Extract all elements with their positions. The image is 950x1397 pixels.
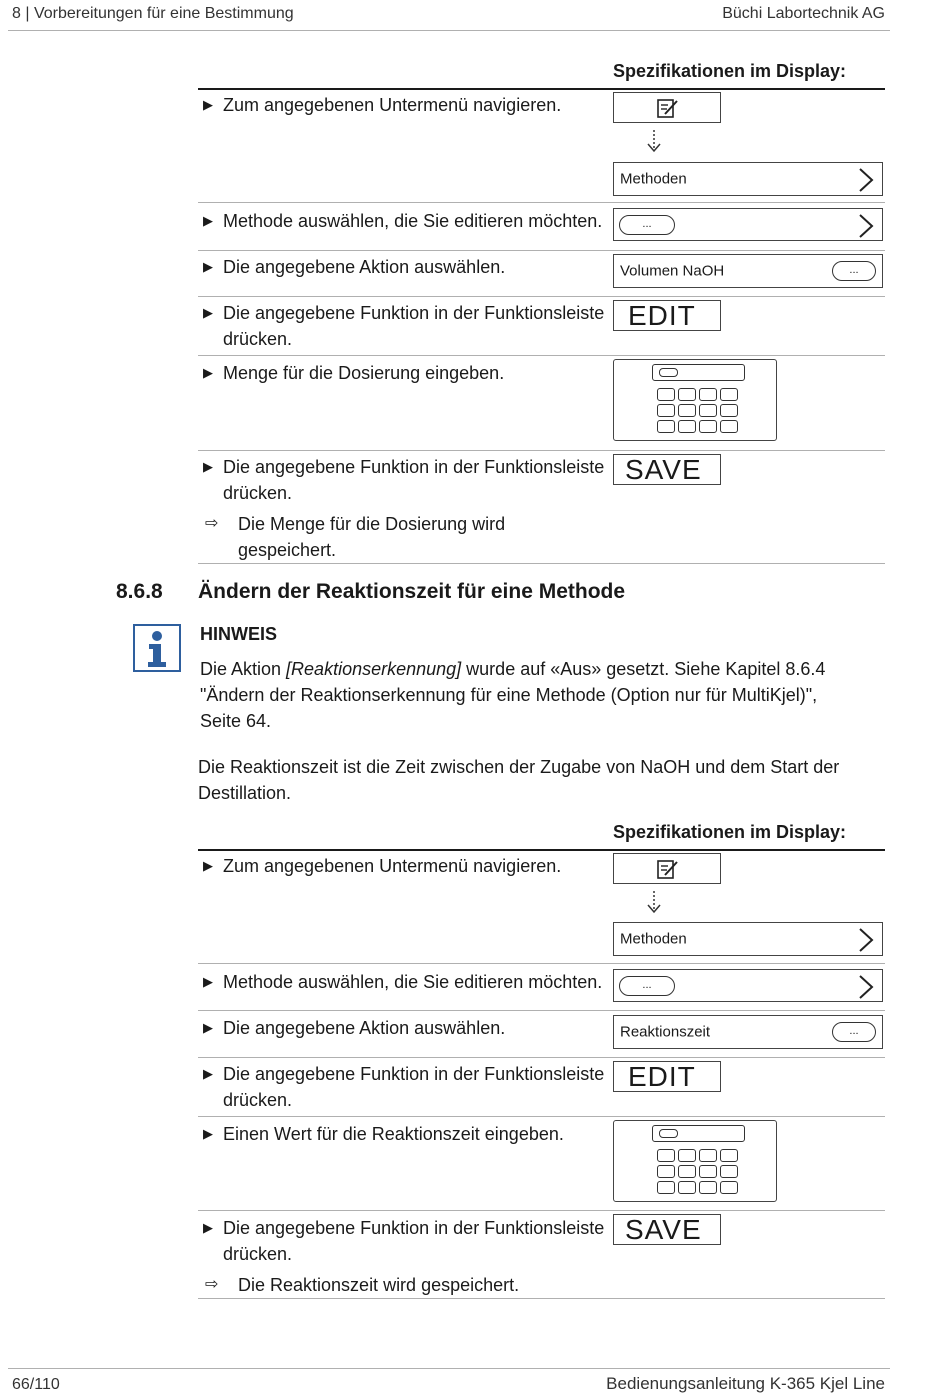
edit-note-icon bbox=[656, 97, 680, 124]
chevron-right-icon bbox=[858, 167, 874, 198]
action-display bbox=[613, 1015, 883, 1049]
notice-text: Die Aktion [Reaktionserkennung] wurde auf «Aus» gesetzt. Siehe Kapitel 8.6.4 "Ändern der Reaktionserkennung für eine Methode (Option nur für MultiKjel)", Seite 64. bbox=[200, 659, 826, 731]
method-pill: ... bbox=[619, 976, 675, 996]
keypad-input-field bbox=[652, 1125, 745, 1142]
result-line: ⇨ Die Reaktionszeit wird gespeichert. bbox=[205, 1275, 520, 1295]
intro-paragraph: Die Reaktionszeit ist die Zeit zwischen der Zugabe von NaOH und dem Start der Destillation. bbox=[198, 757, 840, 803]
keypad-display bbox=[613, 1120, 777, 1202]
method-pill: ... bbox=[619, 215, 675, 235]
methods-display bbox=[613, 162, 883, 196]
step-press-edit: ▶ Die angegebene Funktion in der Funktionsleiste drücken. bbox=[203, 1064, 605, 1110]
page-number: 66/110 bbox=[12, 1376, 60, 1393]
row-divider bbox=[198, 1210, 885, 1211]
step-select-action: ▶ Die angegebene Aktion auswählen. bbox=[203, 1018, 506, 1038]
running-header-left: 8 | Vorbereitungen für eine Bestimmung bbox=[12, 5, 294, 22]
chevron-right-icon bbox=[858, 213, 874, 244]
result-line: ⇨ Die Menge für die Dosierung wird gespeichert. bbox=[205, 514, 506, 560]
table-top-rule bbox=[198, 849, 885, 851]
step-press-save: ▶ Die angegebene Funktion in der Funktionsleiste drücken. bbox=[203, 1218, 605, 1264]
spec-title: Spezifikationen im Display: bbox=[613, 822, 847, 842]
step-select-method: ▶ Methode auswählen, die Sie editieren möchten. bbox=[203, 972, 603, 992]
row-divider bbox=[198, 1116, 885, 1117]
methods-display bbox=[613, 922, 883, 956]
chevron-right-icon bbox=[858, 927, 874, 958]
row-divider bbox=[198, 450, 885, 451]
running-header-right: Büchi Labortechnik AG bbox=[722, 5, 885, 22]
keypad-cursor-pill bbox=[659, 1129, 678, 1138]
info-icon bbox=[133, 624, 181, 672]
methods-label: Methoden bbox=[620, 170, 687, 188]
edit-display bbox=[613, 300, 721, 331]
header-divider bbox=[8, 30, 890, 31]
step-navigate: ▶ Zum angegebenen Untermenü navigieren. bbox=[203, 856, 562, 876]
row-divider bbox=[198, 963, 885, 964]
step-navigate: ▶ Zum angegebenen Untermenü navigieren. bbox=[203, 95, 562, 115]
value-pill: ... bbox=[832, 261, 876, 281]
chevron-right-icon bbox=[858, 974, 874, 1005]
keypad-display bbox=[613, 359, 777, 441]
footer-divider bbox=[8, 1368, 890, 1369]
row-divider bbox=[198, 250, 885, 251]
action-label: Volumen NaOH bbox=[620, 262, 725, 280]
row-divider bbox=[198, 1010, 885, 1011]
menu-edit-display bbox=[613, 853, 721, 884]
keypad-input-field bbox=[652, 364, 745, 381]
edit-note-icon bbox=[656, 858, 680, 885]
edit-label: EDIT bbox=[628, 300, 696, 331]
menu-edit-display bbox=[613, 92, 721, 123]
value-pill: ... bbox=[832, 1022, 876, 1042]
action-display bbox=[613, 254, 883, 288]
manual-title: Bedienungsanleitung K-365 Kjel Line bbox=[606, 1374, 885, 1393]
save-display bbox=[613, 1214, 721, 1245]
save-display bbox=[613, 454, 721, 485]
dotted-arrow-down-icon bbox=[645, 128, 663, 159]
method-select-display bbox=[613, 208, 883, 241]
row-divider bbox=[198, 202, 885, 203]
row-divider bbox=[198, 296, 885, 297]
row-divider bbox=[198, 1057, 885, 1058]
save-label: SAVE bbox=[625, 454, 702, 485]
edit-display bbox=[613, 1061, 721, 1092]
keypad-grid bbox=[657, 1149, 738, 1197]
step-press-save: ▶ Die angegebene Funktion in der Funktionsleiste drücken. bbox=[203, 457, 605, 503]
action-label: Reaktionszeit bbox=[620, 1023, 711, 1041]
step-select-method: ▶ Methode auswählen, die Sie editieren möchten. bbox=[203, 211, 603, 231]
edit-label: EDIT bbox=[628, 1061, 696, 1092]
section-number: 8.6.8 bbox=[116, 580, 163, 603]
step-enter-value: ▶ Einen Wert für die Reaktionszeit eingeben. bbox=[203, 1124, 564, 1144]
notice-title: HINWEIS bbox=[200, 624, 278, 644]
table-top-rule bbox=[198, 88, 885, 90]
step-select-action: ▶ Die angegebene Aktion auswählen. bbox=[203, 257, 506, 277]
methods-label: Methoden bbox=[620, 930, 687, 948]
step-enter-amount: ▶ Menge für die Dosierung eingeben. bbox=[203, 363, 505, 383]
method-select-display bbox=[613, 969, 883, 1002]
table-bottom-rule bbox=[198, 1298, 885, 1299]
dotted-arrow-down-icon bbox=[645, 889, 663, 920]
spec-title: Spezifikationen im Display: bbox=[613, 61, 847, 81]
step-press-edit: ▶ Die angegebene Funktion in der Funktionsleiste drücken. bbox=[203, 303, 605, 349]
section-title: Ändern der Reaktionszeit für eine Methode bbox=[198, 580, 626, 603]
row-divider bbox=[198, 355, 885, 356]
table-bottom-rule bbox=[198, 563, 885, 564]
keypad-grid bbox=[657, 388, 738, 436]
keypad-cursor-pill bbox=[659, 368, 678, 377]
save-label: SAVE bbox=[625, 1214, 702, 1245]
